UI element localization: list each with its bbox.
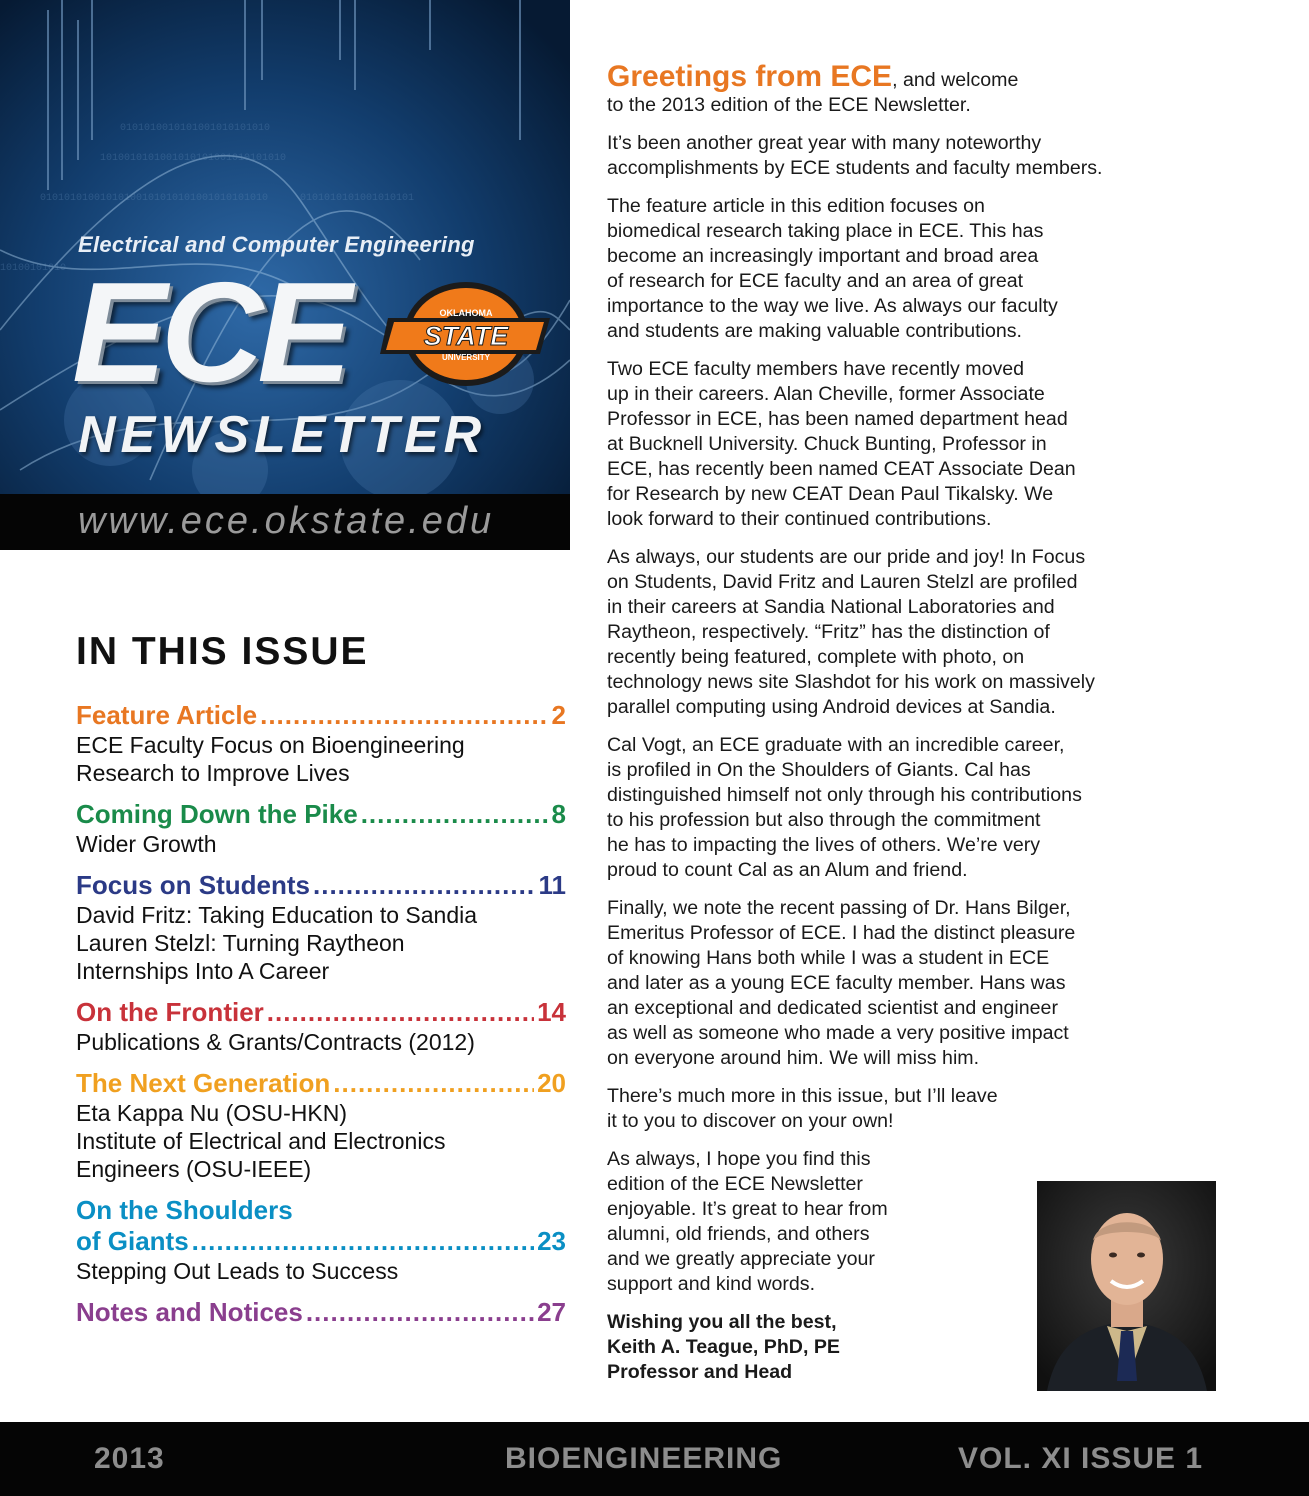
toc-subtitle: David Fritz: Taking Education to Sandia <box>76 902 478 928</box>
letter-paragraph <box>607 194 1247 344</box>
letter-paragraph <box>607 896 1247 1071</box>
signature-closing: Wishing you all the best, <box>607 1311 837 1333</box>
greeting-line2: to the 2013 edition of the ECE Newsletter. <box>607 94 971 116</box>
toc-leader-dots <box>192 1226 534 1257</box>
footer-year: 2013 <box>94 1442 165 1475</box>
text-line: accomplishments by ECE students and faculty members. <box>607 157 1103 179</box>
text-line: support and kind words. <box>607 1273 816 1295</box>
letter-greeting <box>607 60 1247 118</box>
logo-text-main: STATE <box>423 321 509 351</box>
toc-subtitle: Research to Improve Lives <box>76 760 350 786</box>
logo-text-bottom: UNIVERSITY <box>441 353 491 362</box>
toc-page-number: 23 <box>537 1226 566 1256</box>
toc-page-number: 20 <box>537 1068 566 1098</box>
toc-entry-heading <box>76 1297 566 1328</box>
author-portrait-photo <box>1037 1181 1216 1391</box>
svg-text:0101010010101001010101010: 0101010010101001010101010 <box>120 123 271 134</box>
toc-entry-title: Coming Down the Pike <box>76 799 358 829</box>
toc-entry-title: of Giants <box>76 1226 189 1256</box>
text-line: Two ECE faculty members have recently moved <box>607 358 1025 380</box>
text-line: of research for ECE faculty and an area of great <box>607 270 1024 292</box>
toc-entry-heading <box>76 799 566 830</box>
toc-subtitle: Publications & Grants/Contracts (2012) <box>76 1029 475 1055</box>
text-line: of knowing Hans both while I was a student in ECE <box>607 947 1050 969</box>
greeting-headline: Greetings from ECE <box>607 60 893 93</box>
letter-paragraph <box>607 1084 1247 1134</box>
text-line: importance to the way we live. As always our faculty <box>607 295 1058 317</box>
text-line: The feature article in this edition focuses on <box>607 195 985 217</box>
text-line: biomedical research taking place in ECE. This has <box>607 220 1044 242</box>
toc-entry-title: Feature Article <box>76 700 258 730</box>
text-line: Emeritus Professor of ECE. I had the distinct pleasure <box>607 922 1076 944</box>
text-line: in their careers at Sandia National Laboratories and <box>607 596 1055 618</box>
text-line: become an increasingly important and broad area <box>607 245 1039 267</box>
text-line: Cal Vogt, an ECE graduate with an incredible career, <box>607 734 1065 756</box>
masthead-subtitle: Electrical and Computer Engineering <box>78 232 475 257</box>
toc-entry-on-the-frontier[interactable] <box>76 997 566 1056</box>
toc-subtitle: Stepping Out Leads to Success <box>76 1258 399 1284</box>
toc-entry-on-the-shoulders-of-giants[interactable] <box>76 1195 566 1285</box>
toc-entry-focus-on-students[interactable] <box>76 870 566 985</box>
text-line: As always, our students are our pride and joy! In Focus <box>607 546 1086 568</box>
toc-subtitle: Engineers (OSU-IEEE) <box>76 1156 312 1182</box>
logo-text-top: OKLAHOMA <box>439 308 493 318</box>
text-line: edition of the ECE Newsletter <box>607 1173 863 1195</box>
toc-entry-heading <box>76 997 566 1028</box>
text-line: As always, I hope you find this <box>607 1148 871 1170</box>
footer-bar <box>0 1422 1309 1496</box>
signature-name: Keith A. Teague, PhD, PE <box>607 1336 840 1358</box>
text-line: on Students, David Fritz and Lauren Stelzl are profiled <box>607 571 1078 593</box>
text-line: as well as someone who made a very positive impact <box>607 1022 1069 1044</box>
text-line: Professor in ECE, has been named department head <box>607 408 1068 430</box>
toc-entry-notes-and-notices[interactable] <box>76 1297 566 1328</box>
text-line: ECE, has recently been named CEAT Associate Dean <box>607 458 1076 480</box>
greeting-rest: , and welcome <box>892 69 1019 91</box>
signature-title: Professor and Head <box>607 1361 793 1383</box>
text-line: at Bucknell University. Chuck Bunting, Professor in <box>607 433 1047 455</box>
letter-paragraph <box>607 545 1247 720</box>
svg-text:0101010101001010101: 0101010101001010101 <box>300 193 415 204</box>
masthead-ece-wordmark: ECE <box>72 253 346 412</box>
text-line: on everyone around him. We will miss him. <box>607 1047 980 1069</box>
table-of-contents <box>76 700 566 1340</box>
text-line: recently being featured, complete with photo, on <box>607 646 1025 668</box>
toc-entry-title: Notes and Notices <box>76 1297 303 1327</box>
toc-leader-dots <box>313 870 536 901</box>
text-line: for Research by new CEAT Dean Paul Tikalsky. We <box>607 483 1054 505</box>
text-line: and later as a young ECE faculty member. Hans was <box>607 972 1066 994</box>
footer-volume-issue: VOL. XI ISSUE 1 <box>958 1442 1204 1475</box>
footer-theme: BIOENGINEERING <box>505 1442 783 1475</box>
text-line: he has to impacting the lives of others. We’re very <box>607 834 1041 856</box>
letter-paragraph <box>607 357 1247 532</box>
toc-entry-heading <box>76 870 566 901</box>
svg-text:10100101010: 10100101010 <box>0 263 67 274</box>
toc-entry-the-next-generation[interactable] <box>76 1068 566 1183</box>
toc-subtitle: Eta Kappa Nu (OSU-HKN) <box>76 1100 347 1126</box>
text-line: and students are making valuable contributions. <box>607 320 1022 342</box>
letter-paragraph <box>607 131 1247 181</box>
toc-subtitle: ECE Faculty Focus on Bioengineering <box>76 732 465 758</box>
toc-page-number: 2 <box>551 700 566 730</box>
text-line: parallel computing using Android devices at Sandia. <box>607 696 1056 718</box>
portrait-illustration <box>1037 1181 1216 1391</box>
toc-page-number: 11 <box>538 870 566 900</box>
website-url[interactable]: www.ece.okstate.edu <box>78 500 495 542</box>
toc-leader-dots <box>333 1068 534 1099</box>
toc-entry-coming-down-the-pike[interactable] <box>76 799 566 858</box>
toc-entry-title: On the Frontier <box>76 997 264 1027</box>
text-line: an exceptional and dedicated scientist and engineer <box>607 997 1058 1019</box>
toc-entry-heading <box>76 700 566 731</box>
toc-entry-heading <box>76 1068 566 1099</box>
toc-subtitle: Internships Into A Career <box>76 958 330 984</box>
svg-text:101001010100101010100101010101: 1010010101001010101001010101010 <box>100 153 287 164</box>
toc-page-number: 8 <box>551 799 566 829</box>
toc-entry-title: The Next Generation <box>76 1068 331 1098</box>
toc-heading: IN THIS ISSUE <box>76 630 369 673</box>
text-line: look forward to their continued contributions. <box>607 508 992 530</box>
toc-leader-dots <box>260 700 548 731</box>
text-line: up in their careers. Alan Cheville, former Associate <box>607 383 1045 405</box>
toc-subtitle: Wider Growth <box>76 831 217 857</box>
toc-subtitle: Lauren Stelzl: Turning Raytheon <box>76 930 405 956</box>
text-line: enjoyable. It’s great to hear from <box>607 1198 888 1220</box>
masthead-newsletter-word: NEWSLETTER <box>78 406 487 464</box>
letter-paragraph <box>607 733 1247 883</box>
text-line: Raytheon, respectively. “Fritz” has the distinction of <box>607 621 1050 643</box>
text-line: Finally, we note the recent passing of Dr. Hans Bilger, <box>607 897 1071 919</box>
masthead <box>0 0 570 550</box>
toc-page-number: 14 <box>537 997 566 1027</box>
toc-page-number: 27 <box>537 1297 566 1327</box>
text-line: technology news site Slashdot for his work on massively <box>607 671 1095 693</box>
text-line: and we greatly appreciate your <box>607 1248 875 1270</box>
toc-entry-heading <box>76 1226 566 1257</box>
toc-entry-title: Focus on Students <box>76 870 310 900</box>
osu-logo <box>380 278 552 390</box>
toc-leader-dots <box>306 1297 534 1328</box>
text-line: to his profession but also through the commitment <box>607 809 1041 831</box>
toc-leader-dots <box>267 997 534 1028</box>
text-line: is profiled in On the Shoulders of Giants. Cal has <box>607 759 1031 781</box>
toc-subtitle: Institute of Electrical and Electronics <box>76 1128 446 1154</box>
text-line: it to you to discover on your own! <box>607 1110 894 1132</box>
toc-entry-feature-article[interactable] <box>76 700 566 787</box>
text-line: It’s been another great year with many noteworthy <box>607 132 1042 154</box>
toc-leader-dots <box>361 799 549 830</box>
text-line: alumni, old friends, and others <box>607 1223 870 1245</box>
text-line: There’s much more in this issue, but I’ll leave <box>607 1085 998 1107</box>
text-line: proud to count Cal as an Alum and friend. <box>607 859 968 881</box>
toc-entry-title-line1: On the Shoulders <box>76 1195 293 1225</box>
text-line: distinguished himself not only through his contributions <box>607 784 1082 806</box>
svg-text:010101010010101001010101010010: 01010101001010100101010101001010101010 <box>40 193 269 204</box>
